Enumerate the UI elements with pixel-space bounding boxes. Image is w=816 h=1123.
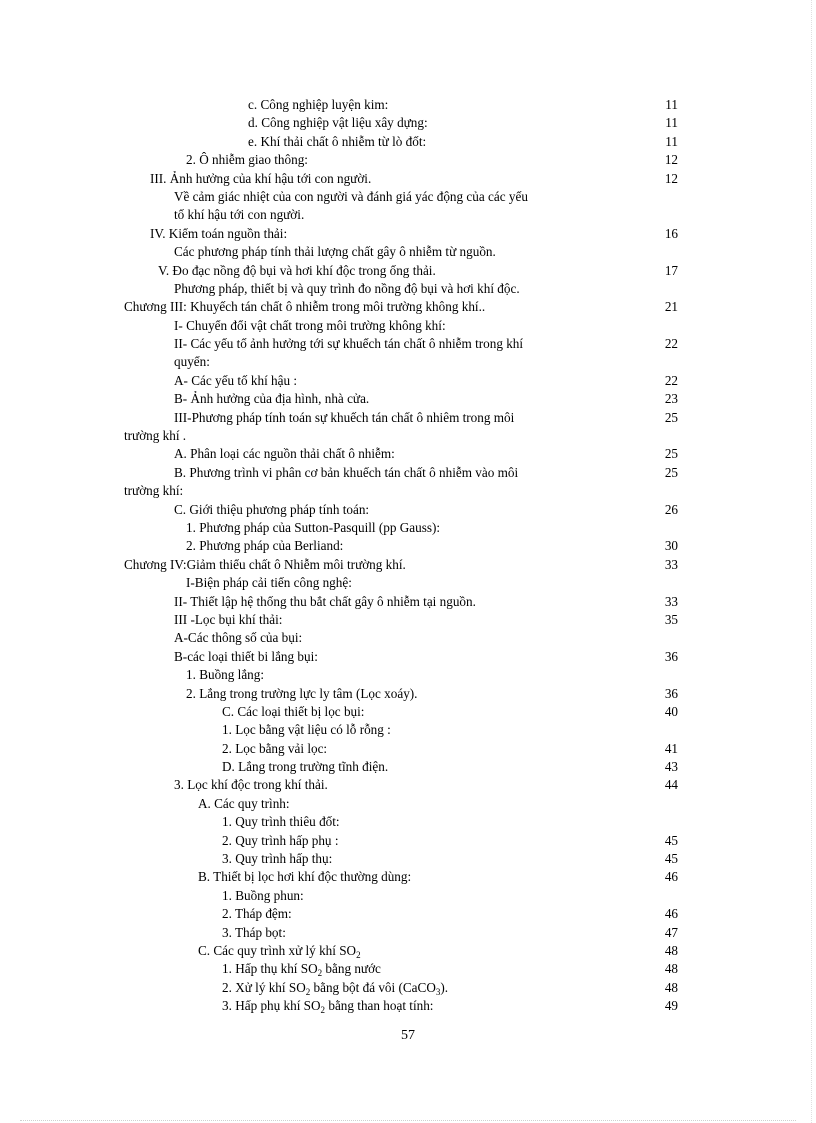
toc-entry	[0, 501, 816, 519]
toc-entry-title: 1. Lọc bằng vật liệu có lỗ rỗng :	[222, 722, 391, 738]
toc-entry-page: 12	[664, 152, 678, 168]
subscript: 3	[435, 986, 441, 997]
toc-entry	[0, 188, 816, 206]
toc-entry-title: 2. Phương pháp của Berliand:	[186, 538, 344, 554]
toc-entry-title: 2. Ô nhiễm giao thông:	[186, 152, 308, 168]
toc-entry	[0, 482, 816, 500]
toc-entry-title: III. Ảnh hưởng của khí hậu tới con người.	[150, 170, 372, 186]
page-number: 57	[401, 1028, 415, 1043]
toc-entry-title: A-Các thông số của bụi:	[174, 630, 303, 646]
toc-entry-title: e. Khí thải chất ô nhiễm từ lò đốt:	[248, 133, 427, 149]
toc-entry	[0, 611, 816, 629]
toc-entry-page: 23	[664, 391, 678, 407]
toc-entry	[0, 409, 816, 427]
subscript: 2	[320, 1005, 326, 1016]
toc-entry	[0, 887, 816, 905]
toc-entry-title: B- Ảnh hưởng của địa hình, nhà cửa.	[174, 391, 370, 407]
toc-entry-title: d. Công nghiệp vật liệu xây dựng:	[248, 115, 428, 131]
toc-entry-title: Chương IV:Giảm thiểu chất ô Nhiễm môi trường khí.	[124, 556, 406, 572]
toc-entry	[0, 133, 816, 151]
toc-entry-page: 48	[664, 979, 678, 995]
toc-entry-page: 46	[664, 906, 678, 922]
toc-entry	[0, 648, 816, 666]
toc-entry-title: trường khí .	[124, 428, 187, 444]
toc-entry	[0, 427, 816, 445]
table-of-contents	[0, 96, 816, 1016]
toc-entry	[0, 206, 816, 224]
toc-entry-title: A- Các yếu tố khí hậu :	[174, 372, 298, 388]
toc-entry	[0, 372, 816, 390]
toc-entry-title: 3. Tháp bọt:	[222, 924, 286, 940]
toc-entry	[0, 924, 816, 942]
toc-entry-title: 2. Quy trình hấp phụ :	[222, 832, 339, 848]
toc-entry	[0, 703, 816, 721]
toc-entry	[0, 96, 816, 114]
toc-entry	[0, 519, 816, 537]
toc-entry-page: 33	[664, 593, 678, 609]
toc-entry-title: V. Đo đạc nồng độ bụi và hơi khí độc trong ống thải.	[158, 262, 436, 278]
toc-entry	[0, 445, 816, 463]
toc-entry-page: 41	[664, 740, 678, 756]
toc-entry-title: 3. Hấp phụ khí $SO_2$ bằng than hoạt tính:	[222, 998, 434, 1016]
toc-entry-page: 36	[664, 685, 678, 701]
toc-entry-title: 1. Hấp thụ khí $SO_2$ bằng nước	[222, 961, 381, 979]
toc-entry-title: Phương pháp, thiết bị và quy trình đo nồng độ bụi và hơi khí độc.	[174, 280, 520, 296]
toc-entry-title: III-Phương pháp tính toán sự khuếch tán chất ô nhiêm trong môi	[174, 409, 515, 425]
toc-entry-page: 45	[664, 832, 678, 848]
toc-entry-title: A. Các quy trình:	[198, 795, 290, 811]
toc-entry	[0, 537, 816, 555]
toc-entry	[0, 813, 816, 831]
toc-entry-page: 26	[664, 501, 678, 517]
toc-entry	[0, 997, 816, 1015]
toc-entry-title: 3. Lọc khí độc trong khí thải.	[174, 777, 328, 793]
toc-entry-page: 48	[664, 942, 678, 958]
toc-entry-title: 1. Quy trình thiêu đốt:	[222, 814, 340, 830]
right-divider	[811, 0, 812, 1123]
toc-entry-title: tố khí hậu tới con người.	[174, 207, 305, 223]
toc-entry-page: 33	[664, 556, 678, 572]
toc-entry-title: I- Chuyển đổi vật chất trong môi trường không khí:	[174, 317, 446, 333]
toc-entry-page: 25	[664, 464, 678, 480]
toc-entry-title: B. Phương trình vi phân cơ bản khuếch tán chất ô nhiễm vào môi	[174, 464, 519, 480]
toc-entry	[0, 850, 816, 868]
toc-entry	[0, 298, 816, 316]
toc-entry	[0, 721, 816, 739]
toc-entry	[0, 905, 816, 923]
toc-entry-page: 17	[664, 262, 678, 278]
toc-entry-page: 25	[664, 409, 678, 425]
subscript: 2	[305, 986, 311, 997]
toc-entry	[0, 335, 816, 353]
toc-entry-title: II- Các yếu tố ảnh hưởng tới sự khuếch tán chất ô nhiễm trong khí	[174, 336, 524, 352]
toc-entry	[0, 114, 816, 132]
toc-entry	[0, 262, 816, 280]
toc-entry-page: 22	[664, 372, 678, 388]
toc-entry	[0, 795, 816, 813]
toc-entry	[0, 868, 816, 886]
subscript: 2	[356, 949, 361, 960]
toc-entry-title: 1. Phương pháp của Sutton-Pasquill (pp Gauss):	[186, 519, 441, 535]
toc-entry-title: A. Phân loại các nguồn thải chất ô nhiễm:	[174, 446, 395, 462]
toc-entry-title: B. Thiết bị lọc hơi khí độc thường dùng:	[198, 869, 412, 885]
toc-entry-title: C. Các quy trình xử lý khí $SO_2$	[198, 942, 361, 960]
toc-entry-page: 40	[664, 703, 678, 719]
toc-entry	[0, 243, 816, 261]
toc-entry-title: Chương III: Khuyếch tán chất ô nhiễm trong môi trường không khí..	[124, 299, 486, 315]
toc-entry	[0, 776, 816, 794]
toc-entry-title: II- Thiết lập hệ thống thu bắt chất gây ô nhiễm tại nguồn.	[174, 593, 476, 609]
toc-entry-title: 2. Lắng trong trường lực ly tâm (Lọc xoáy).	[186, 685, 418, 701]
toc-entry-title: D. Lắng trong trường tĩnh điện.	[222, 759, 389, 775]
toc-entry-page: 44	[664, 777, 678, 793]
toc-entry	[0, 685, 816, 703]
toc-entry-page: 16	[664, 225, 678, 241]
toc-entry-page: 11	[665, 115, 678, 131]
toc-entry-page: 30	[664, 538, 678, 554]
toc-entry-page: 48	[664, 961, 678, 977]
toc-entry	[0, 464, 816, 482]
subscript: 2	[317, 968, 323, 979]
toc-entry-title: I-Biện pháp cải tiến công nghệ:	[186, 575, 352, 591]
bottom-divider	[20, 1120, 796, 1121]
toc-entry-title: Các phương pháp tính thải lượng chất gây ô nhiễm từ nguồn.	[174, 244, 496, 260]
toc-entry	[0, 979, 816, 997]
toc-entry	[0, 758, 816, 776]
toc-entry	[0, 629, 816, 647]
toc-entry	[0, 960, 816, 978]
toc-entry-page: 11	[665, 133, 678, 149]
toc-entry-title: 1. Buồng phun:	[222, 887, 304, 903]
toc-entry-page: 43	[664, 759, 678, 775]
toc-entry-title: 2. Tháp đệm:	[222, 906, 292, 922]
toc-entry	[0, 832, 816, 850]
toc-entry	[0, 317, 816, 335]
toc-entry-title: trường khí:	[124, 483, 184, 499]
toc-entry	[0, 593, 816, 611]
toc-entry-title: B-các loại thiết bi lắng bụi:	[174, 648, 318, 664]
toc-entry	[0, 280, 816, 298]
toc-entry-title: 1. Buồng lắng:	[186, 667, 265, 683]
toc-entry	[0, 225, 816, 243]
toc-entry-page: 22	[664, 336, 678, 352]
toc-entry-title: C. Giới thiệu phương pháp tính toán:	[174, 501, 370, 517]
toc-entry-title: Về cảm giác nhiệt của con người và đánh giá yác động của các yếu	[174, 188, 528, 204]
toc-entry-title: IV. Kiểm toán nguồn thải:	[150, 225, 288, 241]
toc-entry-title: 2. Lọc bằng vải lọc:	[222, 740, 328, 756]
toc-entry	[0, 353, 816, 371]
toc-entry-page: 36	[664, 648, 678, 664]
toc-entry-page: 46	[664, 869, 678, 885]
toc-entry-title: 3. Quy trình hấp thụ:	[222, 851, 333, 867]
toc-entry	[0, 170, 816, 188]
toc-entry	[0, 942, 816, 960]
toc-entry-page: 35	[664, 611, 678, 627]
toc-entry-title: III -Lọc bụi khí thải:	[174, 611, 283, 627]
toc-entry-page: 12	[664, 170, 678, 186]
toc-entry-page: 25	[664, 446, 678, 462]
toc-entry	[0, 666, 816, 684]
toc-entry-title: quyển:	[174, 354, 210, 370]
toc-entry-page: 47	[664, 924, 678, 940]
toc-entry	[0, 574, 816, 592]
toc-entry-page: 11	[665, 97, 678, 112]
toc-entry	[0, 390, 816, 408]
toc-entry	[0, 151, 816, 169]
toc-entry-title: c. Công nghiệp luyện kim:	[248, 97, 389, 112]
toc-entry-page: 21	[664, 299, 678, 315]
toc-entry	[0, 556, 816, 574]
toc-entry-page: 49	[664, 998, 678, 1014]
toc-entry-title: 2. Xử lý khí $SO_2$ bằng bột đá vôi (CaCO$_3$).	[222, 979, 449, 997]
toc-entry	[0, 740, 816, 758]
toc-entry-page: 45	[664, 851, 678, 867]
toc-entry-title: C. Các loại thiết bị lọc bụi:	[222, 703, 365, 719]
